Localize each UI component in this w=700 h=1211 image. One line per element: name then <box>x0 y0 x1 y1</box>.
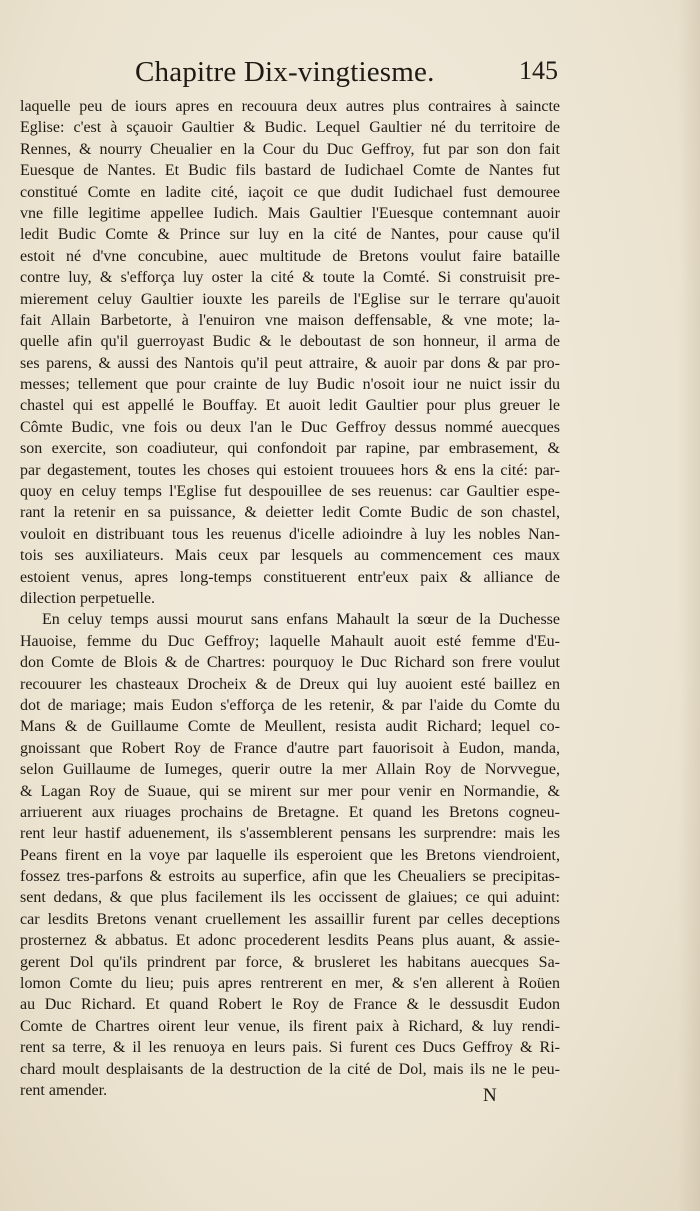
page-edge-shadow <box>678 0 700 1211</box>
running-title: Chapitre Dix-vingtiesme. <box>135 56 435 88</box>
page-number: 145 <box>519 56 558 85</box>
text-line: mierement celuy Gaultier iouxte les pareils de l'Eglise sur le terrare qu'auoit <box>20 290 560 308</box>
body-text <box>20 96 560 1101</box>
text-line: gerent Dol qu'ils prindrent par force, & brusleret les habitans auecques Sa- <box>20 953 560 971</box>
text-line: lomon Comte du lieu; puis apres rentrerent en mer, & s'en allerent à Roüen <box>20 975 560 993</box>
text-line: messes; tellement que pour crainte de luy Budic n'osoit iour ne nuict issir du <box>20 376 560 394</box>
text-line: vouloit en distribuant tous les reuenus d'icelle adioindre à luy les nobles Nan- <box>20 525 560 543</box>
text-line: fait Allain Barbetorte, à l'enuiron vne maison deffensable, & vne mote; la- <box>20 311 560 329</box>
text-line: dot de mariage; mais Eudon s'efforça de les retenir, & par l'aide du Comte du <box>20 696 560 714</box>
text-line: gnoissant que Robert Roy de France d'autre part fauorisoit à Eudon, manda, <box>20 739 560 757</box>
text-line: Rennes, & nourry Cheualier en la Cour du Duc Geffroy, fut par son don fait <box>20 140 560 158</box>
text-line: arriuerent aux riuages prochains de Bretagne. Et quand les Bretons cogneu- <box>20 803 560 821</box>
text-line: Peans firent en la voye par laquelle ils esperoient que les Bretons viendroient, <box>20 846 560 864</box>
text-line: Eglise: c'est à sçauoir Gaultier & Budic. Lequel Gaultier né du territoire de <box>20 119 560 137</box>
text-line: rent leur hastif aduenement, ils s'assemblerent pensans les surprendre: mais les <box>20 825 560 843</box>
text-line: En celuy temps aussi mourut sans enfans Mahault la sœur de la Duchesse <box>42 611 560 629</box>
text-line: constitué Comte en ladite cité, iaçoit ce que dudit Iudichael fust demouree <box>20 183 560 201</box>
text-line: chastel qui est appellé le Bouffay. Et auoit ledit Gaultier pour plus greuer le <box>20 397 560 415</box>
text-line: contre luy, & s'efforça luy oster la cité & toute la Comté. Si construisit pre- <box>20 269 560 287</box>
text-line: Euesque de Nantes. Et Budic fils bastard de Iudichael Comte de Nantes fut <box>20 162 560 180</box>
text-line: au Duc Richard. Et quand Robert le Roy de France & le dessusdit Eudon <box>20 996 560 1014</box>
paragraph <box>20 609 560 1101</box>
text-line: recouurer les chasteaux Drocheix & de Dreux qui luy auoient esté baillez en <box>20 675 560 693</box>
text-line: rant la retenir en sa puissance, & deietter ledit Comte Budic de son chastel, <box>20 504 560 522</box>
text-line: quelle afin qu'il guerroyast Budic & le deboutast de son honneur, il arma de <box>20 333 560 351</box>
text-line: Mans & de Guillaume Comte de Meullent, resista audit Richard; lequel co- <box>20 718 560 736</box>
text-line: laquelle peu de iours apres en recouura deux autres plus contraires à saincte <box>20 98 560 115</box>
text-line: rent sa terre, & il les renuoya en leurs pais. Si furent ces Ducs Geffroy & Ri- <box>20 1039 560 1057</box>
text-line: car lesdits Bretons venant cruellement les assaillir furent par celles deceptions <box>20 910 560 928</box>
text-line: fossez tres-parfons & estroits au superfice, afin que les Cheualiers se precipitas- <box>20 868 560 886</box>
text-line: chard moult desplaisants de la destruction de la cité de Dol, mais ils ne le peu- <box>20 1060 560 1078</box>
text-line: quoy en celuy temps l'Eglise fut despouillee de ses reuenus: car Gaultier espe- <box>20 483 560 501</box>
text-line: par degastement, toutes les choses qui estoient trouuees hors & ens la cité: par- <box>20 461 560 479</box>
text-line: estoient venus, apres long-temps constituerent entr'eux paix & alliance de <box>20 568 560 586</box>
text-line: selon Guillaume de Iumeges, querir outre la mer Allain Roy de Norvvegue, <box>20 761 560 779</box>
text-line: Cômte Budic, vne fois ou deux l'an le Duc Geffroy dessus nommé auecques <box>20 418 560 436</box>
paragraph <box>20 96 560 609</box>
text-line: sent dedans, & que plus facilement ils les occissent de glaiues; ce qui aduint: <box>20 889 560 907</box>
text-line: ledit Budic Comte & Prince sur luy en la cité de Nantes, pour cause qu'il <box>20 226 560 244</box>
text-line: prosternez & abbatus. Et adonc procederent lesdits Peans plus auant, & assie- <box>20 932 560 950</box>
page-header <box>0 56 700 96</box>
text-line: & Lagan Roy de Suaue, qui se mirent sur mer pour venir en Normandie, & <box>20 782 560 800</box>
text-line: dilection perpetuelle. <box>20 589 156 607</box>
text-line: tois ses auxiliateurs. Mais ceux par lesquels au commencement ces maux <box>20 547 560 565</box>
text-line: son exercite, son coadiuteur, qui confondoit par rapine, par embrasement, & <box>20 440 560 458</box>
text-line: ses parens, & aussi des Nantois qu'il peut attraire, & auoir par dons & par pro- <box>20 354 560 372</box>
text-line: don Comte de Blois & de Chartres: pourquoy le Duc Richard son frere voulut <box>20 654 560 672</box>
text-line: Comte de Chartres oirent leur venue, ils firent paix à Richard, & luy rendi- <box>20 1017 560 1035</box>
text-line: rent amender. <box>20 1081 108 1099</box>
text-line: estoit né d'vne concubine, auec multitude de Bretons voulut faire bataille <box>20 247 560 265</box>
text-line: vne fille legitime appellee Iudich. Mais Gaultier l'Euesque contemnant auoir <box>20 204 560 222</box>
signature-mark: N <box>483 1085 497 1106</box>
text-line: Hauoise, femme du Duc Geffroy; laquelle Mahault auoit esté femme d'Eu- <box>20 632 560 650</box>
